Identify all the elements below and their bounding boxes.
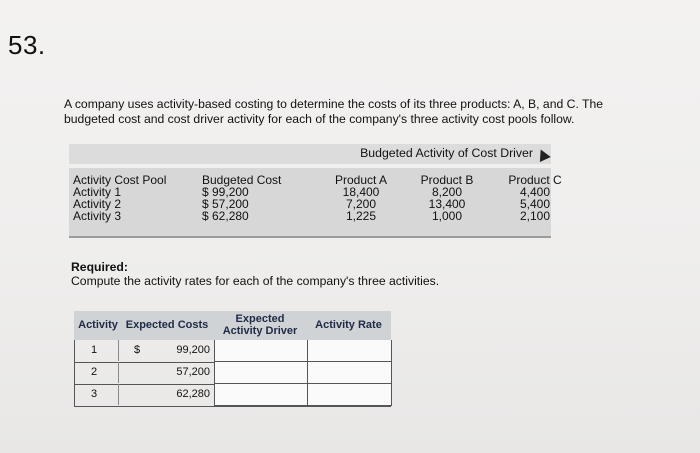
column-header: Product A — [334, 173, 388, 187]
activity-number: 2 — [90, 366, 98, 378]
table-cell: 2,100 — [519, 209, 551, 223]
header-expected-costs: Expected Costs — [125, 319, 209, 331]
header-driver-line-1: Expected — [235, 313, 285, 325]
question-number: 53. — [8, 30, 46, 60]
table-cell: Activity 3 — [73, 209, 122, 223]
column-product-b — [417, 174, 477, 222]
column-header: Product C — [508, 173, 562, 187]
column-product-a — [331, 174, 391, 222]
expected-cost-cell — [118, 362, 215, 383]
table-cell: 8,200 — [431, 185, 463, 199]
column-header: Product B — [420, 173, 474, 187]
table-cell: 1,225 — [345, 209, 377, 223]
answer-table-header — [74, 311, 391, 340]
expected-cost-value: 99,200 — [176, 344, 210, 356]
table-cell: Activity 2 — [73, 197, 122, 211]
column-header: Budgeted Cost — [202, 173, 282, 187]
expected-cost-value: 62,280 — [176, 388, 210, 400]
table-cell: $ 62,280 — [202, 209, 249, 223]
header-activity: Activity — [78, 319, 118, 331]
column-product-c — [505, 174, 565, 222]
required-text: Compute the activity rates for each of the company's three activities. — [71, 274, 440, 288]
required-label: Required: — [71, 260, 128, 274]
table-group-header — [69, 144, 551, 164]
table-body — [69, 168, 562, 238]
table-row — [74, 340, 391, 363]
intro-line-1: A company uses activity-based costing to determine the costs of its three products: A, B, and C. The — [64, 97, 604, 111]
currency-symbol: $ — [134, 344, 141, 356]
cost-data-table — [69, 144, 562, 236]
table-cell: 5,400 — [519, 197, 551, 211]
table-cell: 13,400 — [428, 197, 466, 211]
table-cell: 1,000 — [431, 209, 463, 223]
header-activity-rate: Activity Rate — [315, 319, 382, 331]
table-cell: Activity 1 — [73, 185, 122, 199]
required-section — [71, 260, 439, 288]
table-row — [74, 362, 391, 385]
intro-line-2: budgeted cost and cost driver activity for each of the company's three activity cost pools follow. — [64, 112, 575, 126]
column-header: Activity Cost Pool — [73, 173, 167, 187]
table-cell: $ 99,200 — [202, 185, 249, 199]
driver-input[interactable] — [214, 362, 308, 384]
activity-number: 1 — [90, 344, 98, 356]
group-header-title: Budgeted Activity of Cost Driver — [360, 146, 533, 160]
problem-intro — [64, 97, 674, 127]
table-row — [74, 384, 391, 407]
header-expected-activity-driver — [214, 313, 306, 337]
header-driver-line-2: Activity Driver — [222, 325, 298, 337]
table-cell: $ 57,200 — [202, 197, 249, 211]
driver-input[interactable] — [214, 384, 308, 406]
column-budgeted-cost — [202, 174, 281, 222]
expected-cost-cell — [118, 384, 215, 405]
rate-input[interactable] — [307, 384, 392, 406]
mouse-cursor-icon — [535, 147, 551, 162]
table-cell: 7,200 — [345, 197, 377, 211]
table-cell: 18,400 — [342, 185, 380, 199]
rate-input[interactable] — [307, 362, 392, 384]
rate-input[interactable] — [307, 340, 392, 362]
activity-number: 3 — [90, 388, 98, 400]
table-cell: 4,400 — [519, 185, 551, 199]
expected-cost-value: 57,200 — [176, 366, 210, 378]
answer-table — [74, 311, 391, 409]
driver-input[interactable] — [214, 340, 308, 362]
expected-cost-cell — [118, 340, 215, 361]
column-activity-cost-pool — [73, 174, 166, 222]
